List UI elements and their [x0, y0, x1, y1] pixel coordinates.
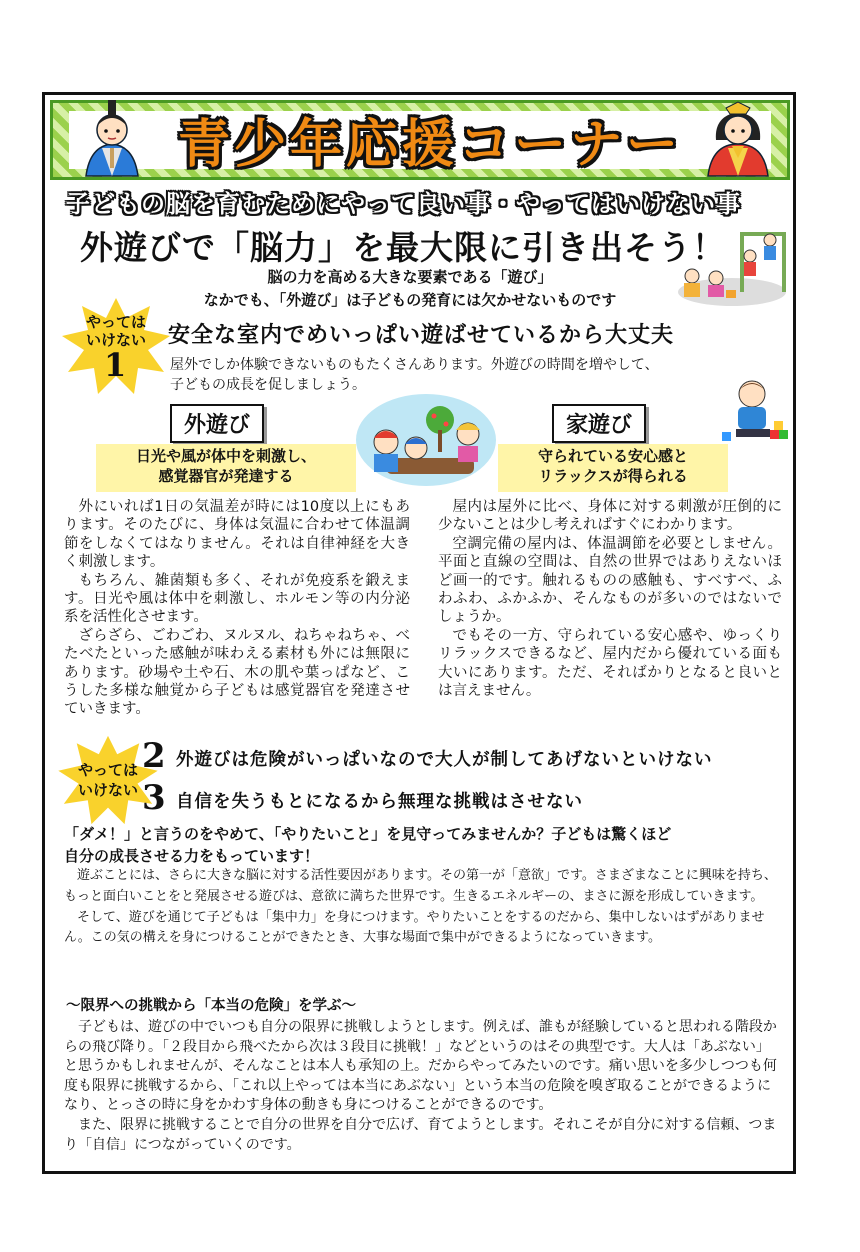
- outdoor-paragraph: もちろん、雑菌類も多く、それが免疫系を鍛えます。日光や風は体中を刺激し、ホルモン等の内分泌系を活性化させます。: [64, 572, 410, 626]
- tag-indoor: 家遊び: [552, 404, 646, 443]
- dont-1-text-2: 子どもの成長を促しましょう。: [170, 377, 366, 393]
- encouragement-line-2: 自分の成長させる力をもっています！: [64, 846, 320, 865]
- dont-2-number: 2: [142, 736, 166, 776]
- outdoor-paragraph: ざらざら、ごわごわ、ヌルヌル、ねちゃねちゃ、べたべたといった感触が味わえる素材も外には無限にあります。砂場や土や石、木の肌や葉っぱなど、こうした多様な触覚から子どもは感覚器官を発達させていきます。: [64, 627, 410, 718]
- burst-23-text-a: やっては: [77, 761, 138, 779]
- limit-paragraphs: [64, 1018, 782, 1155]
- ohina-doll-icon: [704, 98, 772, 178]
- banner-title: 青少年応援コーナー: [177, 115, 682, 175]
- encouragement-line-1: 「ダメ！」と言うのをやめて、「やりたいこと」を見守ってみませんか？子どもは驚くほど: [64, 825, 672, 843]
- motivation-paragraph: 遊ぶことには、さらに大きな脳に対する活性要因があります。その第一が「意欲」です。さまざまなことに興味を持ち、もっと面白いことをと発展させる遊びは、意欲に満ちた世界です。生きるエネルギーの、まさに源を形成していきます。: [64, 868, 777, 904]
- dont-3-heading: 自信を失うもとになるから無理な挑戦はさせない: [176, 792, 583, 812]
- limit-section-title: ～限界への挑戦から「本当の危険」を学ぶ～: [66, 998, 356, 1014]
- child-blocks-illustration: [718, 374, 790, 446]
- indoor-summary-1: 守られている安心感と: [537, 447, 688, 465]
- dont-3-number: 3: [142, 778, 166, 818]
- burst-1-text-a: やっては: [85, 313, 146, 331]
- dont-1-text-1: 屋外でしか体験できないものもたくさんあります。外遊びの時間を増やして、: [170, 357, 659, 373]
- outdoor-paragraph: 外にいれば1日の気温差が時には10度以上にもあります。そのたびに、身体は気温に合わせて体温調節をしなくてはなりません。それは自律神経を大きく刺激します。: [64, 499, 410, 571]
- burst-1-text-b: いけない: [85, 331, 146, 349]
- outdoor-summary-2: 感覚器官が発達する: [158, 467, 294, 486]
- motivation-paragraphs: [64, 866, 782, 949]
- indoor-summary-box: [498, 444, 728, 492]
- limit-paragraph: また、限界に挑戦することで自分の世界を自分で広げ、育てようとします。それこそが自分に対する信頼、つまり「自信」につながっていくのです。: [64, 1116, 777, 1153]
- indoor-column: [438, 498, 782, 700]
- burst-23-text-b: いけない: [77, 781, 138, 799]
- limit-paragraph: 子どもは、遊びの中でいつも自分の限界に挑戦しようとします。例えば、誰もが経験していると思われる階段からの飛び降り。「２段目から飛べたから次は３段目に挑戦！」などというのはその典型です。大人は「あぶない」と思うかもしれませんが、そんなことは本人も承知の上。だからやってみたいのです。痛い思いを多少しつつも何度も限界に挑戦するから、「これ以上やっては本当にあぶない」という本当の危険を嗅ぎ取ることができるようになり、とっさの時に身をかわす身体の動きも身につけることができるのです。: [64, 1019, 777, 1114]
- motivation-paragraph: そして、遊びを通じて子どもは「集中力」を身につけます。やりたいことをするのだから、集中しないはずがありません。この気の構えを身につけることができたとき、大事な場面で集中ができるようになっていきます。: [64, 909, 765, 946]
- burst-1-number: 1: [104, 346, 127, 384]
- encouragement-heading: [64, 824, 780, 868]
- tag-outdoor: 外遊び: [170, 404, 264, 443]
- dont-2-heading: 外遊びは危険がいっぱいなので大人が制してあげないといけない: [176, 750, 713, 770]
- lead-line-1: 脳の力を高める大きな要素である「遊び」: [267, 268, 553, 286]
- outdoor-summary-box: [96, 444, 356, 492]
- indoor-paragraph: 空調完備の屋内は、体温調節を必要としません。平面と直線の空間は、自然の世界ではありえないほど画一的です。触れるものの感触も、すべすべ、ふわふわ、ふかふか、そんなものが多いのではないでしょうか。: [438, 535, 782, 626]
- indoor-summary-2: リラックスが得られる: [538, 467, 688, 486]
- outdoor-column: [64, 498, 410, 719]
- dont-1-heading: 安全な室内でめいっぱい遊ばせているから大丈夫: [168, 323, 675, 348]
- subtitle-1: 子どもの脳を育むためにやって良い事・やってはいけない事: [66, 190, 741, 218]
- odairi-doll-icon: [80, 98, 144, 178]
- outdoor-summary-1: 日光や風が体中を刺激し、: [135, 447, 316, 465]
- indoor-paragraph: でもその一方、守られている安心感や、ゆっくりリラックスできるなど、屋内だから優れている面も大いにあります。ただ、そればかりとなると良いとは言えません。: [438, 627, 782, 700]
- subtitle-2: 外遊びで「脳力」を最大限に引き出そう！: [80, 228, 726, 267]
- indoor-paragraph: 屋内は屋外に比べ、身体に対する刺激が圧倒的に少ないことは少し考えればすぐにわかります。: [438, 499, 782, 534]
- gardening-children-illustration: [356, 394, 498, 488]
- lead-line-2: なかでも、「外遊び」は子どもの発育には欠かせないものです: [203, 291, 617, 309]
